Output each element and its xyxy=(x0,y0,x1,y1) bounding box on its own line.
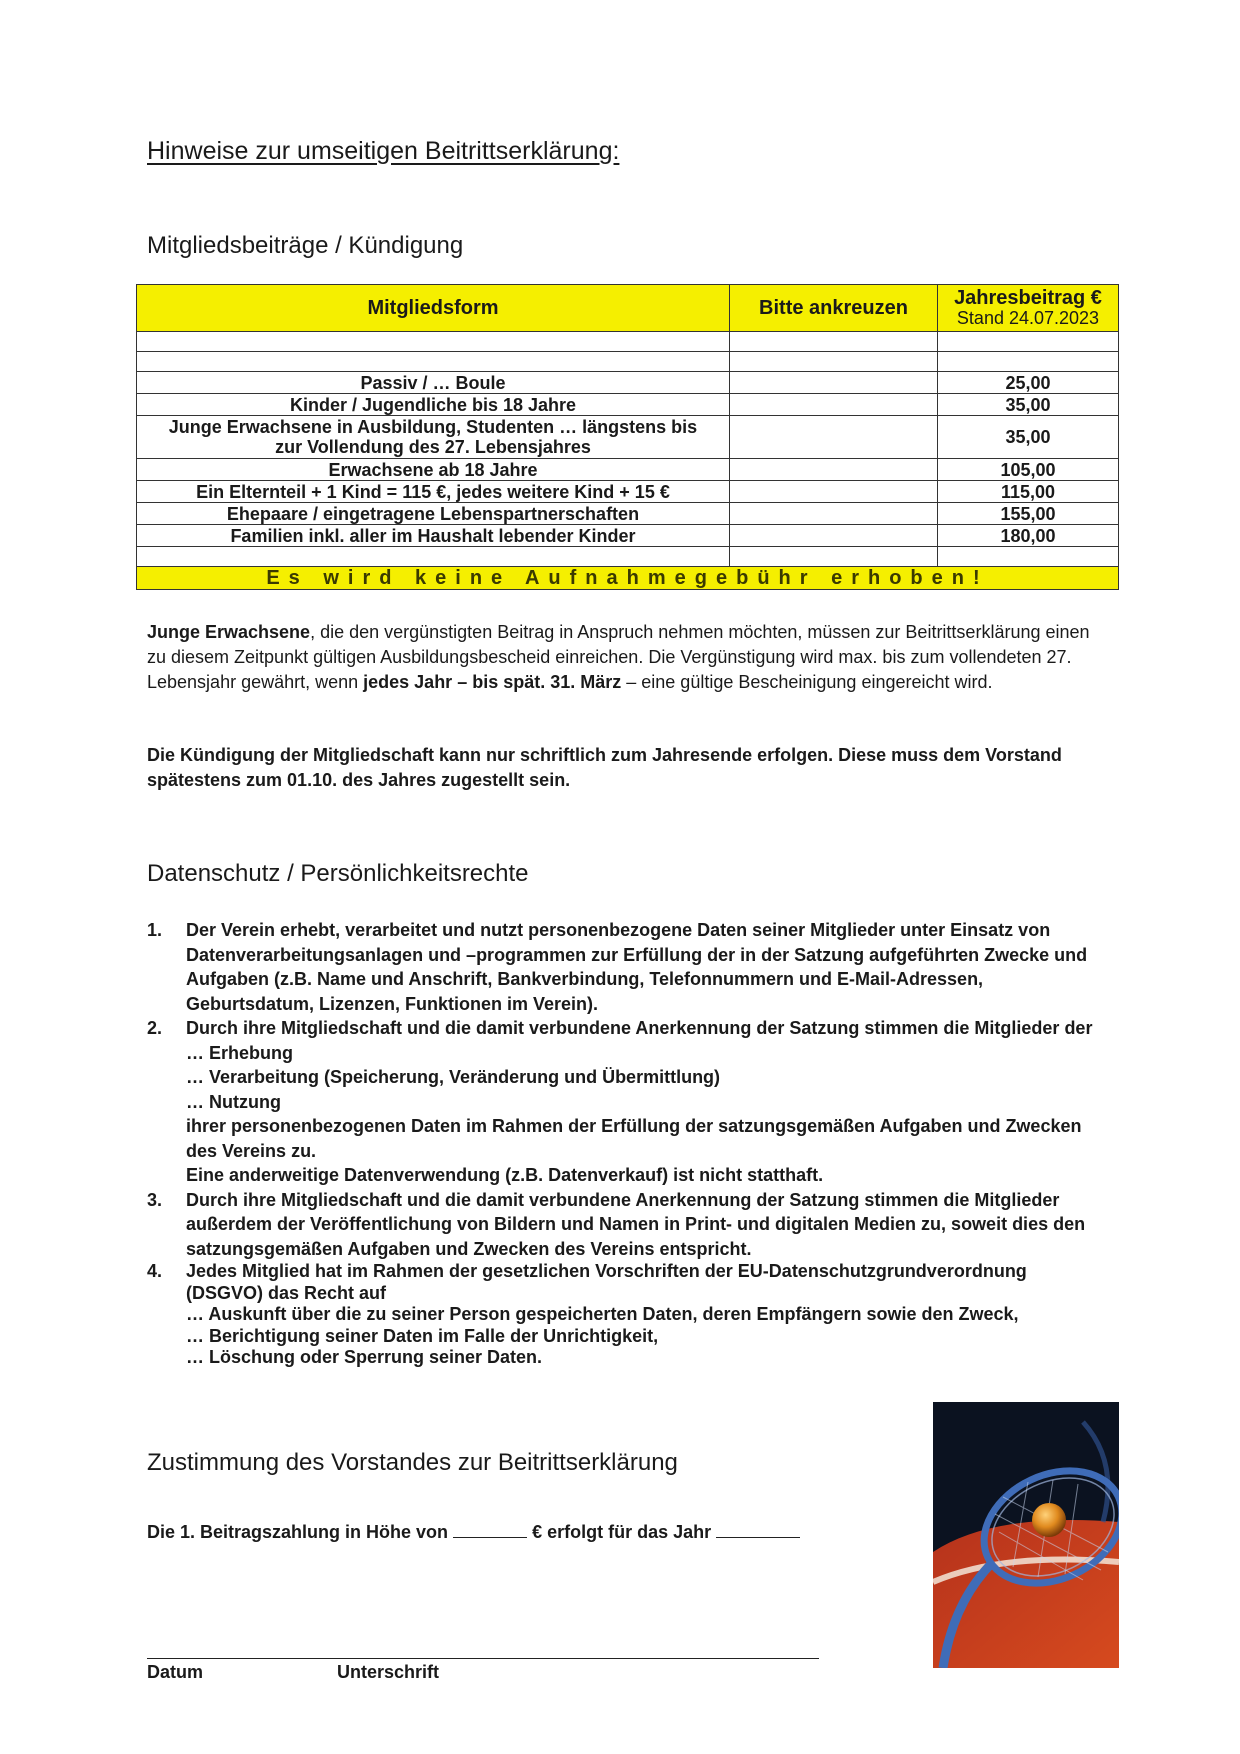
privacy-heading: Datenschutz / Persönlichkeitsrechte xyxy=(147,860,529,887)
checkbox-cell[interactable] xyxy=(730,503,938,525)
list-item xyxy=(147,1188,1107,1262)
tennis-illustration xyxy=(933,1402,1119,1668)
list-item-note: Eine anderweitige Datenverwendung (z.B. Datenverkauf) ist nicht statthaft. xyxy=(186,1165,824,1185)
table-row xyxy=(137,394,1119,416)
list-item xyxy=(147,1261,1107,1369)
checkbox-cell[interactable] xyxy=(730,394,938,416)
fee-cell: 25,00 xyxy=(938,372,1119,394)
fee-cell: 105,00 xyxy=(938,459,1119,481)
amount-field[interactable] xyxy=(453,1519,527,1538)
table-row xyxy=(137,416,1119,459)
blank-row xyxy=(137,332,1119,352)
list-item-intro: Jedes Mitglied hat im Rahmen der gesetzlichen Vorschriften der EU-Datenschutzgrundverordnung (DSGVO) das Recht auf xyxy=(186,1261,1027,1303)
table-header-row xyxy=(137,285,1119,332)
payment-prefix: Die 1. Beitragszahlung in Höhe von xyxy=(147,1522,449,1542)
table-row xyxy=(137,503,1119,525)
termination-paragraph: Die Kündigung der Mitgliedschaft kann nur schriftlich zum Jahresende erfolgen. Diese muss dem Vorstand spätestens zum 01.10. des Jahres zugestellt sein. xyxy=(147,745,1062,790)
year-field[interactable] xyxy=(716,1519,800,1538)
list-item-text: Durch ihre Mitgliedschaft und die damit verbundene Anerkennung der Satzung stimmen die Mitglieder außerdem der Veröffentlichung von Bildern und Namen in Print- und digitalen Medien zu, soweit dies den satzungsgemäßen Aufgaben und Zwecken des Vereins entspricht. xyxy=(186,1189,1086,1259)
young-adults-paragraph xyxy=(147,620,1097,695)
list-number: 2. xyxy=(147,1018,163,1038)
table-row xyxy=(137,525,1119,547)
table-row xyxy=(137,481,1119,503)
col-header-form: Mitgliedsform xyxy=(137,285,730,332)
list-item-text: Der Verein erhebt, verarbeitet und nutzt personenbezogene Daten seiner Mitglieder unter Einsatz von Datenverarbeitungsanlagen und –programmen zur Erfüllung der in der Satzung aufgeführten Zwecke und Aufgaben (z.B. Name und Anschrift, Bankverbindung, Telefonnummern und E-Mail-Adressen, Geburtsdatum, Lizenzen, Funktionen im Verein). xyxy=(186,920,1088,1014)
col-header-fee-date: Stand 24.07.2023 xyxy=(956,308,1100,328)
young-adults-text: , die den vergünstigten Beitrag in Anspruch nehmen möchten, müssen zur Beitrittserklärung einen zu diesem Zeitpunkt gültigen Ausbildungsbescheid einreichen. Die Vergünstigung wird max. bis zum vollendeten 27. Lebensjahr gewährt, wenn xyxy=(147,622,1090,692)
young-adults-bold: Junge Erwachsene xyxy=(147,622,311,642)
blank-row xyxy=(137,547,1119,567)
table-footer-row xyxy=(137,567,1119,590)
table-row xyxy=(137,459,1119,481)
membership-form-cell: Ehepaare / eingetragene Lebenspartnerschaften xyxy=(137,503,730,525)
list-sub-item: … Auskunft über die zu seiner Person gespeicherten Daten, deren Empfängern sowie den Zweck, xyxy=(186,1304,1019,1324)
col-header-fee-label: Jahresbeitrag € xyxy=(954,287,1102,309)
fee-cell: 155,00 xyxy=(938,503,1119,525)
list-item-outro: ihrer personenbezogenen Daten im Rahmen der Erfüllung der satzungsgemäßen Aufgaben und Zwecken des Vereins zu. xyxy=(186,1116,1082,1161)
membership-form-cell: Passiv / … Boule xyxy=(137,372,730,394)
membership-form-cell: Kinder / Jugendliche bis 18 Jahre xyxy=(137,394,730,416)
fee-cell: 115,00 xyxy=(938,481,1119,503)
young-adults-text-end: – eine gültige Bescheinigung eingereicht wird. xyxy=(621,672,993,692)
membership-form-cell: Erwachsene ab 18 Jahre xyxy=(137,459,730,481)
membership-form-cell: Familien inkl. aller im Haushalt lebender Kinder xyxy=(137,525,730,547)
list-sub-item: … Erhebung xyxy=(186,1042,293,1063)
fee-cell: 35,00 xyxy=(938,394,1119,416)
membership-form-line: zur Vollendung des 27. Lebensjahres xyxy=(275,437,591,457)
list-number: 3. xyxy=(147,1189,163,1210)
checkbox-cell[interactable] xyxy=(730,416,938,459)
checkbox-cell[interactable] xyxy=(730,372,938,394)
list-item xyxy=(147,918,1107,1016)
list-number: 1. xyxy=(147,920,163,940)
list-sub-item: … Nutzung xyxy=(186,1091,281,1112)
list-number: 4. xyxy=(147,1261,163,1281)
blank-row xyxy=(137,352,1119,372)
fees-table xyxy=(136,284,1119,590)
membership-form-cell: Ein Elternteil + 1 Kind = 115 €, jedes weitere Kind + 15 € xyxy=(137,481,730,503)
list-item xyxy=(147,1016,1107,1188)
signature-label: Unterschrift xyxy=(337,1662,440,1682)
list-item-intro: Durch ihre Mitgliedschaft und die damit verbundene Anerkennung der Satzung stimmen die Mitglieder der xyxy=(186,1018,1093,1038)
checkbox-cell[interactable] xyxy=(730,525,938,547)
list-sub-item: … Löschung oder Sperrung seiner Daten. xyxy=(186,1347,543,1367)
privacy-list xyxy=(147,918,1107,1369)
fee-cell: 180,00 xyxy=(938,525,1119,547)
col-header-check: Bitte ankreuzen xyxy=(730,285,938,332)
deadline-bold: jedes Jahr – bis spät. 31. März xyxy=(363,672,622,692)
payment-line xyxy=(147,1519,800,1543)
membership-form-line: Junge Erwachsene in Ausbildung, Studenten … längstens bis xyxy=(168,417,698,437)
membership-form-cell xyxy=(137,416,730,459)
no-admission-fee-note: Es wird keine Aufnahmegebühr erhoben! xyxy=(137,567,1119,590)
page-title: Hinweise zur umseitigen Beitrittserklärung: xyxy=(147,137,620,165)
checkbox-cell[interactable] xyxy=(730,459,938,481)
approval-heading: Zustimmung des Vorstandes zur Beitrittserklärung xyxy=(147,1449,678,1476)
payment-middle: € erfolgt für das Jahr xyxy=(532,1522,712,1542)
col-header-fee xyxy=(938,285,1119,332)
fees-heading: Mitgliedsbeiträge / Kündigung xyxy=(147,232,464,259)
list-sub-item: … Berichtigung seiner Daten im Falle der Unrichtigkeit, xyxy=(186,1325,659,1346)
date-label: Datum xyxy=(147,1662,204,1682)
table-row xyxy=(137,372,1119,394)
fee-cell: 35,00 xyxy=(938,416,1119,459)
signature-line[interactable] xyxy=(147,1658,819,1659)
list-sub-item: … Verarbeitung (Speicherung, Veränderung und Übermittlung) xyxy=(186,1067,721,1087)
checkbox-cell[interactable] xyxy=(730,481,938,503)
